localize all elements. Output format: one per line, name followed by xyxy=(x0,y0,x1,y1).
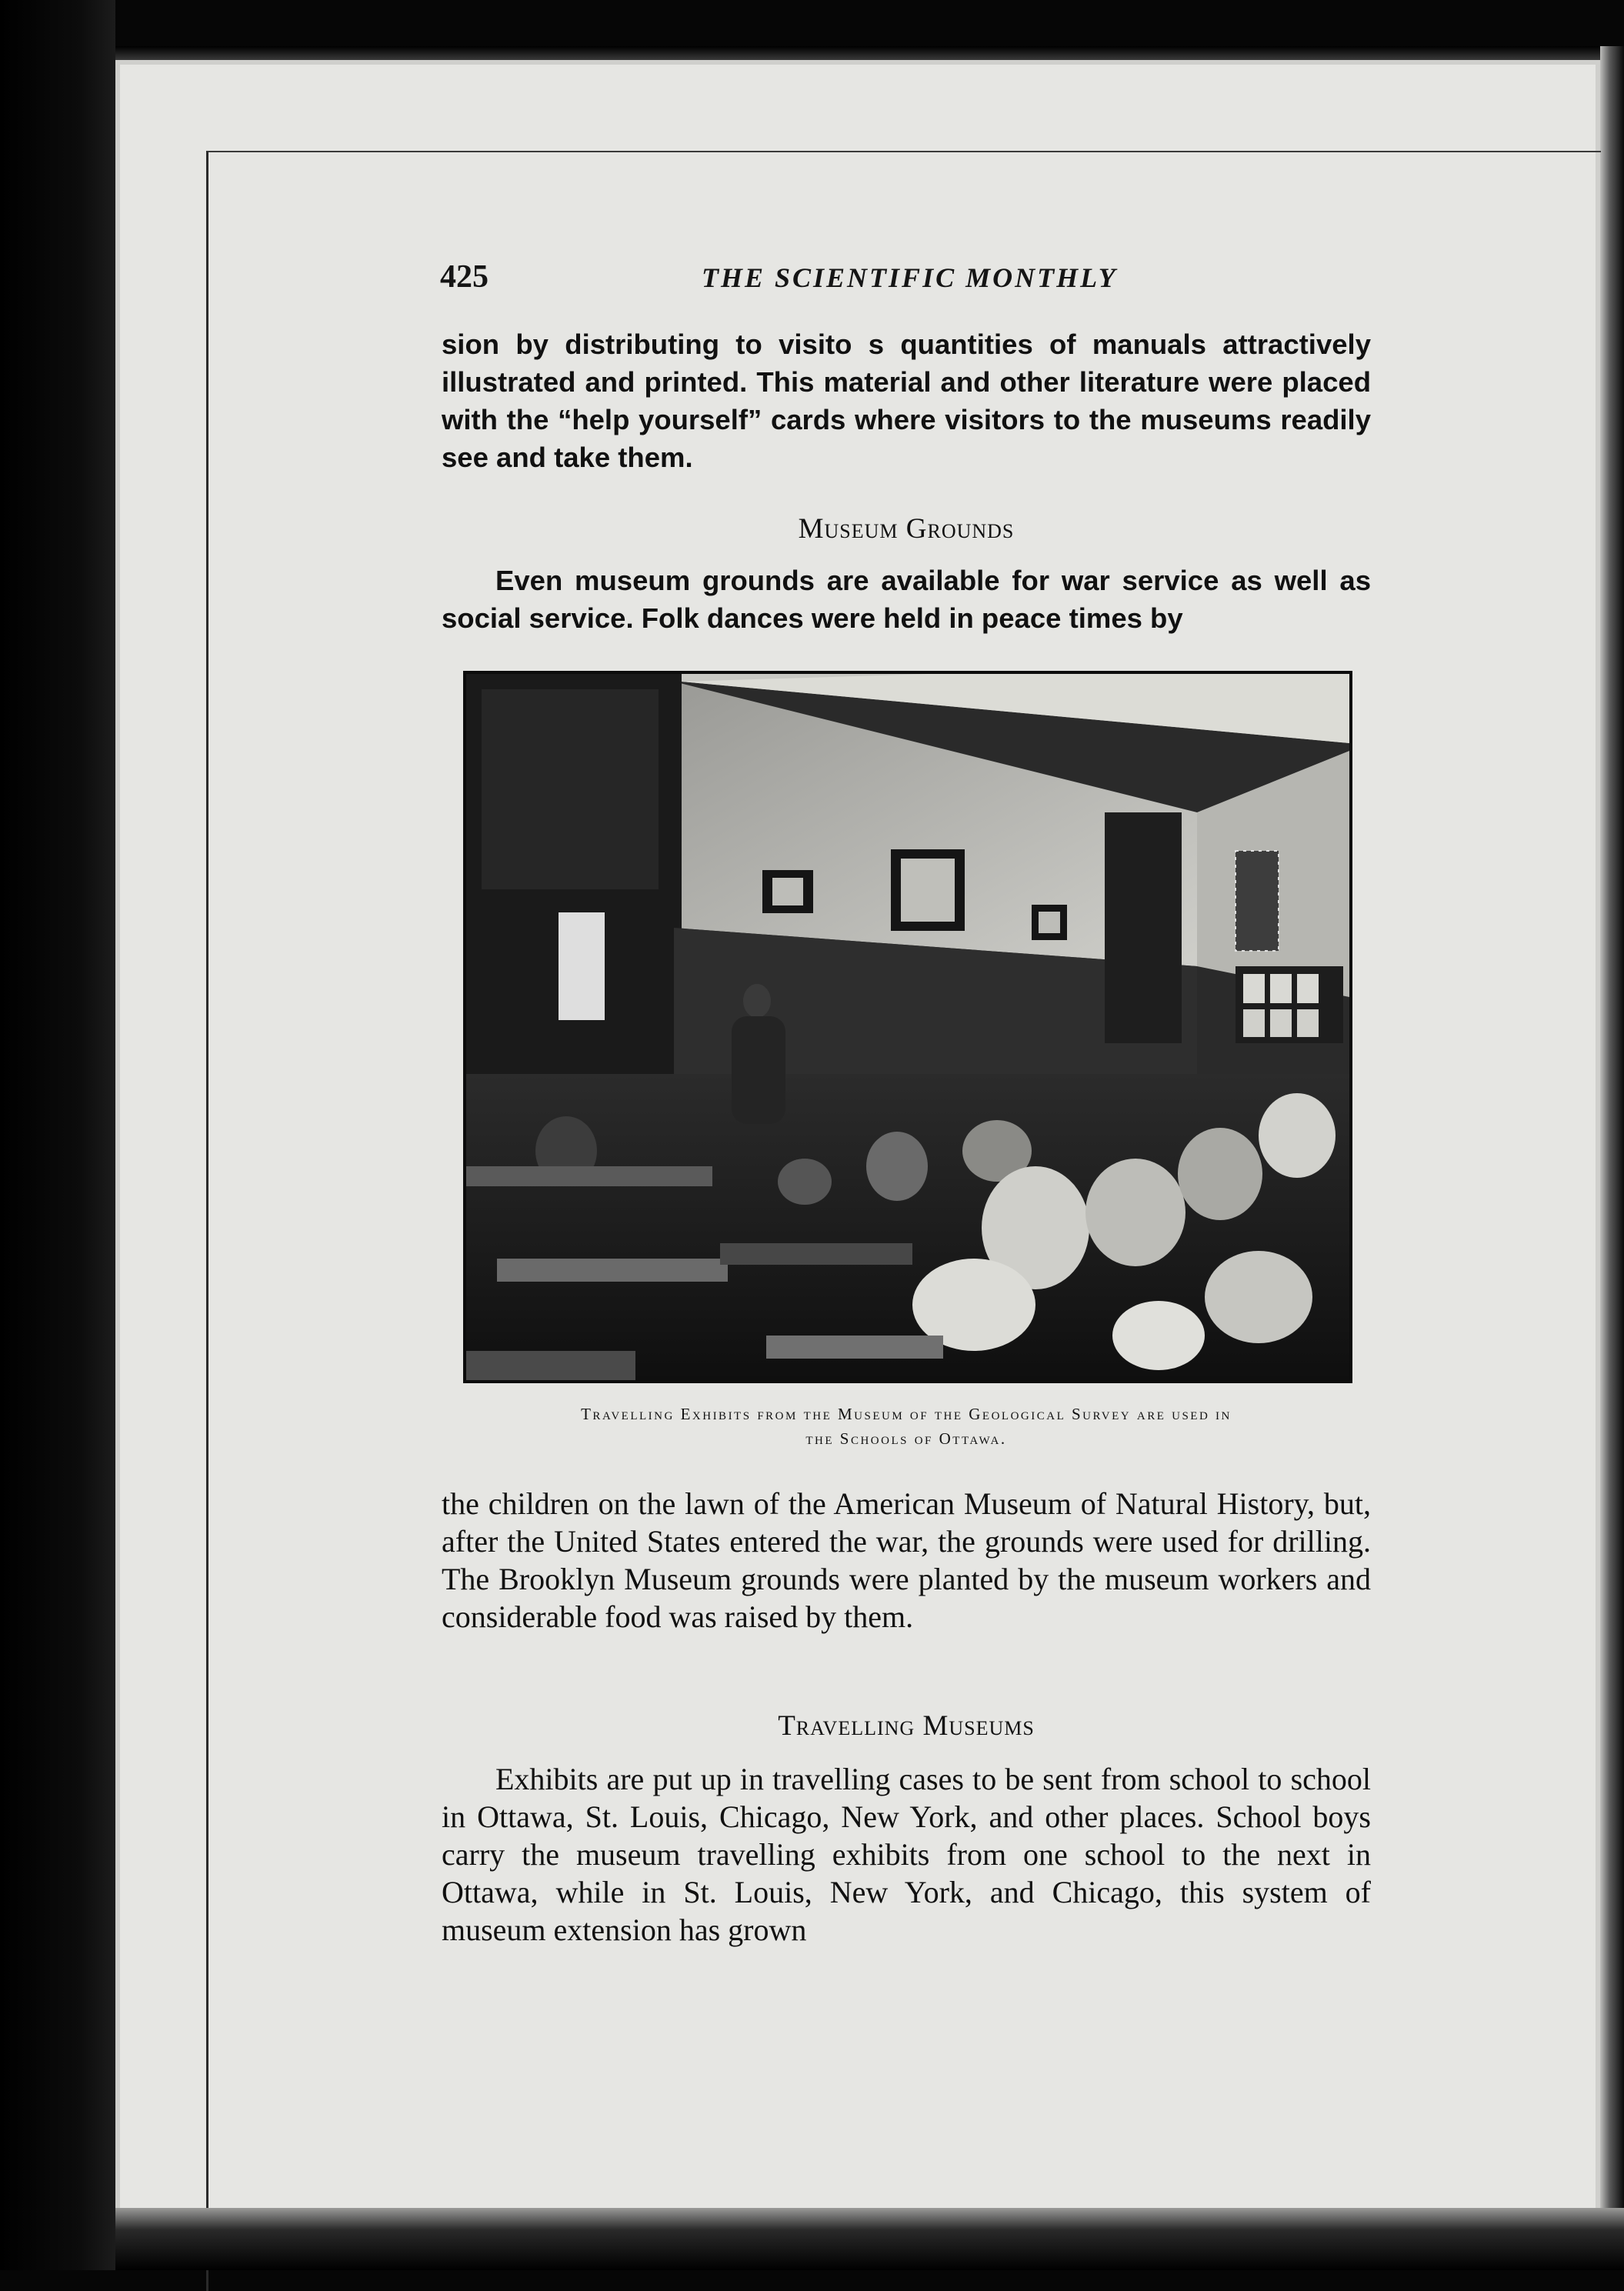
classroom-photograph-image xyxy=(466,674,1349,1380)
paragraph-3: the children on the lawn of the American Museum of Natural History, but, after the United States entered the war, the grounds were used for drilling. The Brooklyn Museum grounds were planted by the museum workers and considerable food was raised by them. xyxy=(442,1486,1371,1634)
paragraph-1: sion by distributing to visito s quantities of manuals attractively illustrated and printed. This material and other literature were placed with the “help yourself” cards where visitors to the museums readily see and take them. xyxy=(442,328,1371,473)
paragraph-4: Exhibits are put up in travelling cases to be sent from school to school in Ottawa, St. Louis, Chicago, New York, and other places. School boys carry the museum travelling exhibits from one school to the next in Ottawa, while in St. Louis, New York, and Chicago, this system of museum extension has grown xyxy=(442,1762,1371,1947)
scan-border-bottom xyxy=(115,2208,1624,2270)
scan-border-left xyxy=(0,0,115,2270)
figure-caption-line-2: the Schools of Ottawa. xyxy=(805,1429,1007,1448)
paragraph-2: Even museum grounds are available for war service as well as social service. Folk dances were held in peace times by xyxy=(442,565,1371,634)
figure-caption xyxy=(442,1402,1371,1451)
page-header xyxy=(440,258,1363,305)
scan-border-right xyxy=(1600,46,1624,2270)
figure-caption-line-1: Travelling Exhibits from the Museum of the Geological Survey are used in xyxy=(581,1405,1232,1423)
section-heading-museum-grounds: Museum Grounds xyxy=(798,513,1015,545)
classroom-photograph xyxy=(463,671,1352,1383)
running-title: THE SCIENTIFIC MONTHLY xyxy=(702,262,1118,293)
section-heading-travelling-museums: Travelling Museums xyxy=(778,1710,1035,1742)
page-number: 425 xyxy=(440,259,489,295)
